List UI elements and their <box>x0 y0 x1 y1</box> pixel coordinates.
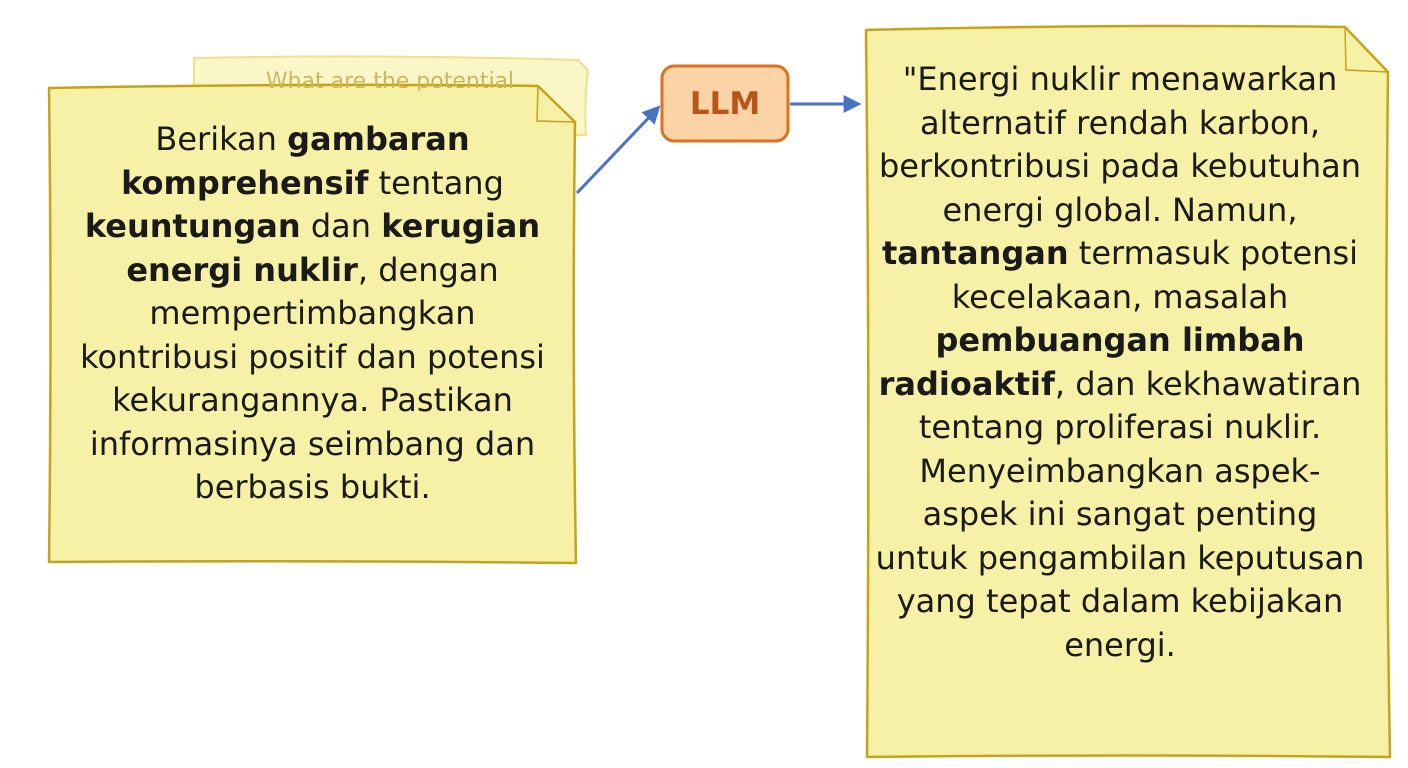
bold-phrase: gambaran komprehensif <box>121 120 470 202</box>
bold-phrase: kerugian energi nuklir <box>126 207 541 289</box>
text-span: tentang <box>368 163 504 202</box>
text-span: , dengan mempertimbangkan kontribusi positif dan potensi kekurangannya. Pastikan informasinya seimbang dan berbasis bukti. <box>80 250 545 506</box>
text-span: , dan kekhawatiran tentang proliferasi nuklir. Menyeimbangkan aspek-aspek ini sangat penting untuk pengambilan keputusan yang tepat dalam kebijakan energi. <box>875 364 1365 664</box>
text-span: dan <box>300 207 382 245</box>
text-span: "Energi nuklir menawarkan alternatif rendah karbon, berkontribusi pada kebutuhan energi global. Namun, <box>878 60 1361 229</box>
bold-phrase: keuntungan <box>84 207 301 245</box>
llm-label: LLM <box>689 86 761 122</box>
text-span: Berikan <box>155 120 288 158</box>
bold-phrase: tantangan <box>881 234 1069 272</box>
output-response-text <box>875 58 1365 667</box>
background-note-text: What are the potential <box>265 69 515 91</box>
arrow-input-to-llm <box>577 108 658 193</box>
text-span: termasuk potensi kecelakaan, masalah <box>951 234 1359 316</box>
bold-phrase: pembuangan limbah radioaktif <box>878 321 1305 403</box>
input-prompt-text <box>70 118 555 510</box>
